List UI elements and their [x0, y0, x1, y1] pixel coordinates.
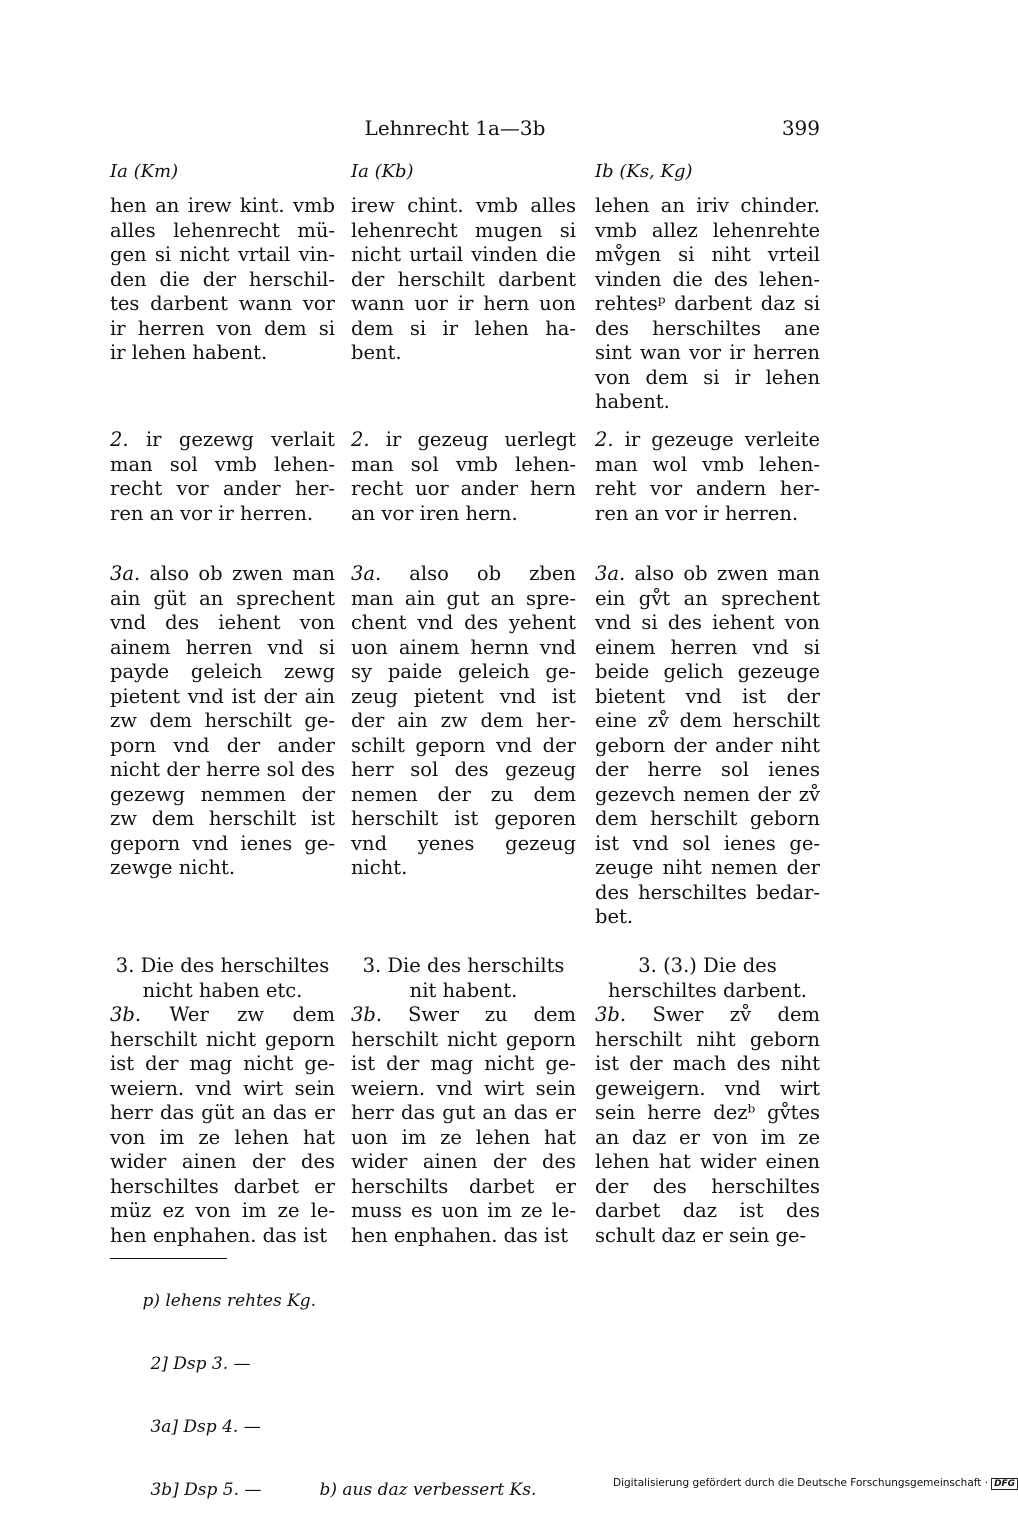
line-text: herschilt niht geborn — [595, 1027, 820, 1051]
text-line — [595, 1077, 820, 1102]
section-number: 3a. — [595, 562, 626, 585]
line-text: ren an vor ir herren. — [110, 501, 314, 525]
line-text: also ob zwen man — [625, 562, 820, 585]
line-text: vinden die des lehen- — [595, 267, 820, 291]
line-text: vnd si des iehent von — [595, 611, 820, 634]
text-line — [595, 660, 820, 685]
text-line — [110, 243, 335, 268]
section-1 — [110, 194, 335, 366]
line-text: weiern. vnd wirt sein — [351, 1076, 576, 1100]
text-line — [110, 611, 335, 636]
line-text: zeug pietent vnd ist — [351, 684, 576, 708]
text-line — [351, 317, 576, 342]
section-number: 2. — [595, 428, 614, 451]
line-text: Swer zu dem — [382, 1003, 576, 1026]
line-text: hen an irew kint. vmb — [110, 194, 335, 217]
line-text: an daz er von im ze — [595, 1125, 820, 1149]
line-text: gen si nicht vrtail vin- — [110, 243, 335, 266]
line-text: bet. — [595, 905, 634, 928]
footnote-text: 2] Dsp 3. — — [150, 1354, 251, 1374]
section-number: 3b. — [595, 1003, 627, 1026]
page-number: 399 — [781, 116, 820, 140]
line-text: ir gezeug uerlegt — [369, 428, 576, 451]
line-text: man ain gut an spre- — [351, 586, 576, 610]
line-text: schult daz er sein ge- — [595, 1223, 807, 1247]
line-text: ist vnd sol ienes ge- — [595, 831, 820, 855]
text-line — [595, 366, 820, 391]
line-text: 3. Die des herschilts — [362, 954, 565, 977]
text-line — [110, 1101, 335, 1126]
line-text: bent. — [351, 341, 402, 364]
line-text: herr das güt an das er — [110, 1101, 335, 1124]
line-text: ein gv̊t an sprechent — [595, 586, 820, 610]
line-text: ain güt an sprechent — [110, 586, 335, 610]
section-number: 3b. — [110, 1003, 142, 1026]
text-line — [595, 1126, 820, 1151]
section-number: 2. — [351, 428, 370, 451]
line-text: der herre sol ienes — [595, 758, 820, 781]
text-line — [595, 194, 820, 219]
line-text: herschiltes darbent. — [607, 978, 807, 1002]
text-line — [595, 268, 820, 293]
line-text: nit habent. — [409, 978, 518, 1002]
line-text: hen enphahen. das ist — [110, 1223, 328, 1247]
line-text: 3. (3.) Die des — [638, 954, 777, 977]
text-line — [595, 979, 820, 1004]
line-text: der ain zw dem her- — [351, 709, 576, 732]
section-2 — [595, 428, 820, 526]
footnotes — [110, 1270, 610, 1522]
text-line — [351, 428, 576, 453]
column-siglum: Ib (Ks, Kg) — [595, 161, 693, 182]
text-line — [595, 611, 820, 636]
text-line — [110, 428, 335, 453]
line-text: ist der mag nicht ge- — [351, 1052, 576, 1075]
text-line — [351, 954, 576, 979]
line-text: herschilt nicht geporn — [110, 1027, 335, 1051]
text-line — [110, 194, 335, 219]
section-1 — [351, 194, 576, 366]
text-line — [110, 1126, 335, 1151]
section-number: 2. — [110, 428, 129, 451]
line-text: schilt geporn vnd der — [351, 733, 576, 757]
line-text: man sol vmb lehen- — [110, 452, 335, 476]
text-line — [110, 453, 335, 478]
section-3b — [351, 954, 576, 1248]
text-line — [595, 428, 820, 453]
text-line — [595, 1052, 820, 1077]
line-text: zewge nicht. — [110, 856, 236, 879]
line-text: herr sol des gezeug — [351, 758, 576, 781]
line-text: recht uor ander hern — [351, 477, 576, 500]
line-text: lehenrecht mugen si — [351, 218, 576, 242]
line-text: wider ainen der des — [351, 1150, 576, 1173]
line-text: 3. Die des herschiltes — [115, 954, 330, 977]
line-text: ren an vor ir herren. — [595, 501, 799, 525]
text-line — [595, 905, 820, 930]
text-line — [351, 636, 576, 661]
line-text: sy paide geleich ge- — [351, 660, 576, 683]
line-text: wider ainen der des — [110, 1150, 335, 1173]
running-head: Lehnrecht 1a—3b — [364, 116, 546, 140]
section-3a — [110, 562, 335, 881]
section-1 — [595, 194, 820, 415]
text-line — [351, 292, 576, 317]
line-text: ist der mag nicht ge- — [110, 1052, 335, 1075]
line-text: nicht der herre sol des — [110, 758, 335, 781]
footnote-p — [110, 1270, 610, 1333]
text-line — [595, 954, 820, 979]
line-text: chent vnd des yehent — [351, 611, 576, 634]
text-line — [595, 881, 820, 906]
line-text: ir lehen habent. — [110, 341, 268, 364]
line-text: des herschiltes ane — [595, 316, 820, 340]
text-line — [110, 636, 335, 661]
line-text: recht vor ander her- — [110, 477, 335, 500]
line-text: darbet daz ist des — [595, 1199, 820, 1222]
text-line — [595, 1101, 820, 1126]
line-text: geborn der ander niht — [595, 733, 820, 757]
text-line — [110, 1199, 335, 1224]
section-number: 3a. — [110, 562, 141, 585]
text-line — [110, 979, 335, 1004]
line-text: zeuge niht nemen der — [595, 856, 820, 879]
line-text: dem herschilt geborn — [595, 807, 820, 830]
line-text: tes darbent wann vor — [110, 292, 335, 315]
text-line — [110, 341, 335, 366]
text-line — [351, 1101, 576, 1126]
line-text: ir gezewg verlait — [128, 428, 335, 451]
section-2 — [110, 428, 335, 526]
text-line — [110, 1052, 335, 1077]
line-text: einem herren vnd si — [595, 635, 820, 659]
section-3b — [110, 954, 335, 1248]
text-line — [595, 453, 820, 478]
footnote-text: 3b] Dsp 5. — — [150, 1480, 262, 1500]
line-text: wann uor ir hern uon — [351, 292, 576, 315]
line-text: habent. — [595, 390, 670, 413]
text-line — [351, 477, 576, 502]
line-text: zw dem herschilt ge- — [110, 709, 335, 732]
line-text: gezewg nemmen der — [110, 782, 335, 806]
text-line — [110, 1150, 335, 1175]
line-text: herr das gut an das er — [351, 1101, 576, 1124]
section-number: 3b. — [351, 1003, 383, 1026]
line-text: also ob zben — [381, 562, 576, 585]
text-line — [595, 317, 820, 342]
text-line — [351, 341, 576, 366]
line-text: Wer zw dem — [141, 1003, 335, 1026]
line-text: weiern. vnd wirt sein — [110, 1076, 335, 1100]
text-line — [110, 477, 335, 502]
line-text: lehen an iriv chinder. — [595, 194, 820, 217]
line-text: herschiltes darbet er — [110, 1174, 335, 1198]
text-line — [110, 685, 335, 710]
text-line — [595, 685, 820, 710]
footnote-3b — [110, 1459, 610, 1522]
line-text: herschilts darbet er — [351, 1174, 576, 1198]
text-line — [595, 562, 820, 587]
text-line — [595, 1224, 820, 1249]
text-line — [110, 219, 335, 244]
text-line — [595, 807, 820, 832]
text-line — [110, 1175, 335, 1200]
line-text: also ob zwen man — [140, 562, 335, 585]
line-text: nicht urtail vinden die — [351, 243, 576, 266]
text-line — [351, 807, 576, 832]
section-3a — [595, 562, 820, 930]
column-siglum: Ia (Km) — [110, 161, 179, 182]
funding-note — [613, 1477, 1016, 1490]
text-line — [110, 1028, 335, 1053]
line-text: nicht haben etc. — [142, 978, 303, 1002]
line-text: geweigern. vnd wirt — [595, 1076, 820, 1100]
footnote-separator — [110, 1258, 227, 1259]
text-line — [351, 660, 576, 685]
line-text: an vor iren hern. — [351, 501, 518, 525]
text-line — [110, 856, 335, 881]
line-text: bietent vnd ist der — [595, 684, 820, 708]
line-text: des herschiltes bedar- — [595, 880, 820, 904]
text-line — [351, 1224, 576, 1249]
text-line — [351, 709, 576, 734]
text-line — [595, 390, 820, 415]
line-text: von im ze lehen hat — [110, 1125, 335, 1149]
line-text: vmb allez lehenrehte — [595, 218, 820, 242]
text-line — [351, 1003, 576, 1028]
text-line — [351, 502, 576, 527]
text-line — [351, 562, 576, 587]
line-text: rehtesᵖ darbent daz si — [595, 292, 820, 315]
line-text: der des herschiltes — [595, 1174, 820, 1198]
text-line — [110, 587, 335, 612]
line-text: man sol vmb lehen- — [351, 452, 576, 476]
text-line — [595, 219, 820, 244]
text-line — [110, 832, 335, 857]
footnote-3a — [110, 1396, 610, 1459]
text-line — [351, 219, 576, 244]
text-line — [351, 1052, 576, 1077]
text-line — [110, 954, 335, 979]
line-text: hen enphahen. das ist — [351, 1223, 569, 1247]
line-text: pietent vnd ist der ain — [110, 684, 335, 708]
line-text: Swer zv̊ dem — [626, 1003, 820, 1026]
line-text: nemen der zu dem — [351, 782, 576, 806]
text-line — [595, 783, 820, 808]
line-text: von dem si ir lehen — [595, 365, 820, 389]
text-line — [351, 611, 576, 636]
text-line — [595, 856, 820, 881]
section-3b — [595, 954, 820, 1248]
text-line — [351, 979, 576, 1004]
text-line — [110, 1224, 335, 1249]
text-line — [351, 758, 576, 783]
text-line — [110, 562, 335, 587]
line-text: uon ainem hernn vnd — [351, 635, 576, 659]
text-line — [595, 1150, 820, 1175]
text-line — [595, 734, 820, 759]
text-line — [110, 758, 335, 783]
text-line — [351, 685, 576, 710]
line-text: ir herren von dem si — [110, 316, 335, 340]
line-text: herschilt nicht geporn — [351, 1027, 576, 1051]
text-line — [110, 317, 335, 342]
text-line — [595, 1003, 820, 1028]
line-text: man wol vmb lehen- — [595, 452, 820, 476]
text-line — [110, 660, 335, 685]
text-line — [595, 502, 820, 527]
line-text: gezevch nemen der zv̊ — [595, 782, 820, 806]
text-line — [595, 1175, 820, 1200]
text-line — [110, 1077, 335, 1102]
text-line — [595, 1028, 820, 1053]
funding-text: Digitalisierung gefördert durch die Deutsche Forschungsgemeinschaft · — [613, 1477, 989, 1489]
line-text: sein herre dezᵇ gv̊tes — [595, 1101, 820, 1124]
footnote-2 — [110, 1333, 610, 1396]
footnote-b: b) aus daz verbessert Ks. — [319, 1480, 537, 1500]
column-siglum: Ia (Kb) — [351, 161, 414, 182]
line-text: lehen hat wider einen — [595, 1150, 820, 1173]
line-text: vnd yenes gezeug — [351, 831, 576, 855]
line-text: alles lehenrecht mü- — [110, 218, 335, 242]
text-line — [351, 1028, 576, 1053]
line-text: muss es uon im ze le- — [351, 1199, 576, 1222]
line-text: vnd des iehent von — [110, 611, 335, 634]
text-line — [595, 636, 820, 661]
line-text: ainem herren vnd si — [110, 635, 335, 659]
footnote-text: 3a] Dsp 4. — — [150, 1417, 261, 1437]
line-text: nicht. — [351, 856, 408, 879]
text-line — [595, 758, 820, 783]
text-line — [595, 1199, 820, 1224]
line-text: uon im ze lehen hat — [351, 1125, 576, 1149]
text-line — [351, 1199, 576, 1224]
text-line — [351, 243, 576, 268]
line-text: zw dem herschilt ist — [110, 807, 335, 830]
section-3a — [351, 562, 576, 881]
line-text: reht vor andern her- — [595, 477, 820, 500]
text-line — [351, 1175, 576, 1200]
text-line — [351, 1126, 576, 1151]
text-line — [351, 832, 576, 857]
line-text: der herschilt darbent — [351, 267, 576, 291]
text-line — [351, 194, 576, 219]
text-line — [110, 502, 335, 527]
text-line — [110, 807, 335, 832]
footnote-text: p) lehens rehtes Kg. — [142, 1291, 317, 1311]
text-line — [595, 709, 820, 734]
line-text: irew chint. vmb alles — [351, 194, 576, 217]
text-line — [595, 292, 820, 317]
text-line — [351, 453, 576, 478]
line-text: sint wan vor ir herren — [595, 341, 820, 364]
text-line — [351, 587, 576, 612]
line-text: müz ez von im ze le- — [110, 1199, 335, 1222]
line-text: mv̊gen si niht vrteil — [595, 243, 820, 266]
line-text: herschilt ist geporen — [351, 807, 576, 830]
text-line — [351, 783, 576, 808]
text-line — [110, 783, 335, 808]
text-line — [595, 477, 820, 502]
text-line — [351, 1150, 576, 1175]
text-line — [351, 268, 576, 293]
line-text: geporn vnd ienes ge- — [110, 831, 335, 855]
text-line — [595, 243, 820, 268]
line-text: porn vnd der ander — [110, 733, 335, 757]
line-text: ir gezeuge verleite — [613, 428, 820, 451]
text-line — [110, 292, 335, 317]
text-line — [351, 734, 576, 759]
line-text: beide gelich gezeuge — [595, 660, 820, 683]
text-line — [351, 1077, 576, 1102]
text-line — [595, 587, 820, 612]
text-line — [595, 341, 820, 366]
dfg-logo: DFG — [991, 1478, 1018, 1490]
text-line — [595, 832, 820, 857]
line-text: ist der mach des niht — [595, 1052, 820, 1075]
section-number: 3a. — [351, 562, 382, 585]
section-2 — [351, 428, 576, 526]
line-text: dem si ir lehen ha- — [351, 316, 576, 340]
text-line — [110, 709, 335, 734]
text-line — [110, 268, 335, 293]
text-line — [351, 856, 576, 881]
text-line — [110, 734, 335, 759]
line-text: payde geleich zewg — [110, 660, 335, 683]
line-text: eine zv̊ dem herschilt — [595, 709, 820, 732]
line-text: den die der herschil- — [110, 267, 335, 291]
text-line — [110, 1003, 335, 1028]
